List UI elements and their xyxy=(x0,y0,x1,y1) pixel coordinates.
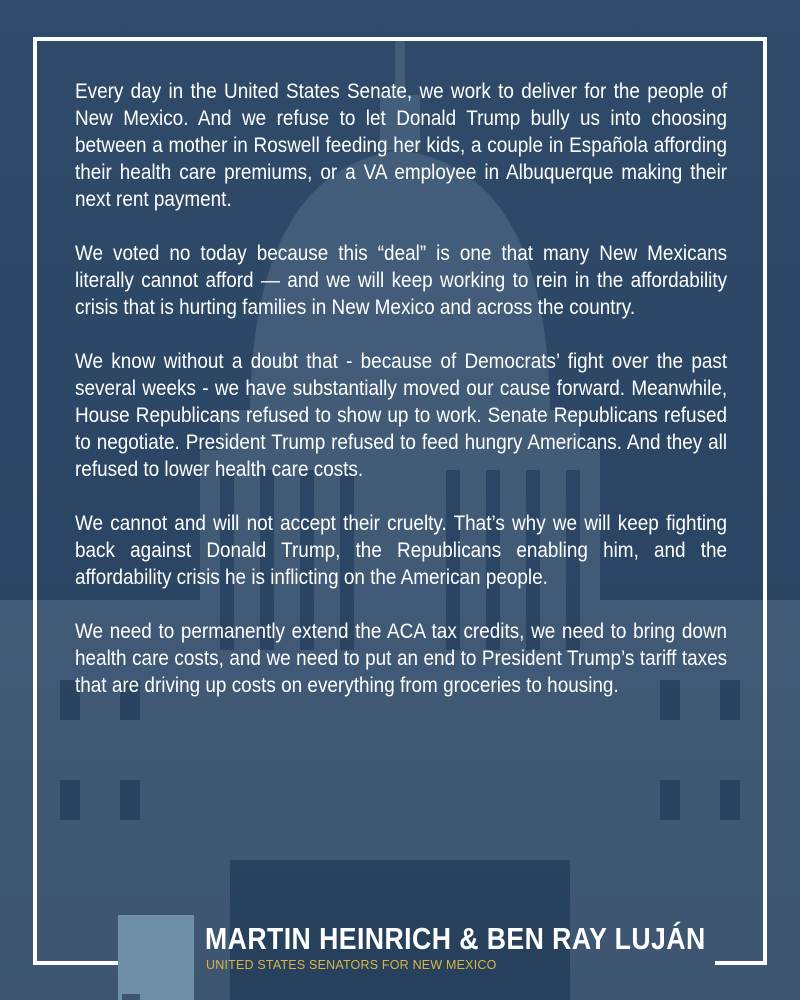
statement-body xyxy=(75,78,727,726)
frame-border-top xyxy=(33,37,767,41)
statement-paragraph: We need to permanently extend the ACA tax credits, we need to bring down health care costs, and we need to put an end to President Trump’s tariff taxes that are driving up costs on everything from groceries to housing. xyxy=(75,619,728,697)
new-mexico-map-icon xyxy=(118,915,198,1000)
frame-border-left xyxy=(33,37,37,965)
senators-subtitle: UNITED STATES SENATORS FOR NEW MEXICO xyxy=(206,958,497,972)
frame-border-bottom-left xyxy=(33,961,125,965)
statement-paragraph: We know without a doubt that - because of Democrats’ fight over the past several weeks - we have substantially moved our cause forward. Meanwhile, House Republicans refused to show up to work. Senate Republicans refused to negotiate. President Trump refused to feed hungry Americans. And they all refused to lower health care costs. xyxy=(75,349,728,481)
frame-border-bottom-right xyxy=(715,961,767,965)
statement-paragraph: Every day in the United States Senate, we work to deliver for the people of New Mexico. And we refuse to let Donald Trump bully us into choosing between a mother in Roswell feeding her kids, a couple in Española affording their health care premiums, or a VA employee in Albuquerque making their next rent payment. xyxy=(75,79,728,211)
senator-names: MARTIN HEINRICH & BEN RAY LUJÁN xyxy=(205,921,706,956)
frame-border-right xyxy=(763,37,767,965)
statement-paragraph: We cannot and will not accept their cruelty. That’s why we will keep fighting back against Donald Trump, the Republicans enabling him, and the affordability crisis he is inflicting on the American people. xyxy=(75,511,728,589)
statement-paragraph: We voted no today because this “deal” is one that many New Mexicans literally cannot afford — and we will keep working to rein in the affordability crisis that is hurting families in New Mexico and across the country. xyxy=(75,241,728,319)
